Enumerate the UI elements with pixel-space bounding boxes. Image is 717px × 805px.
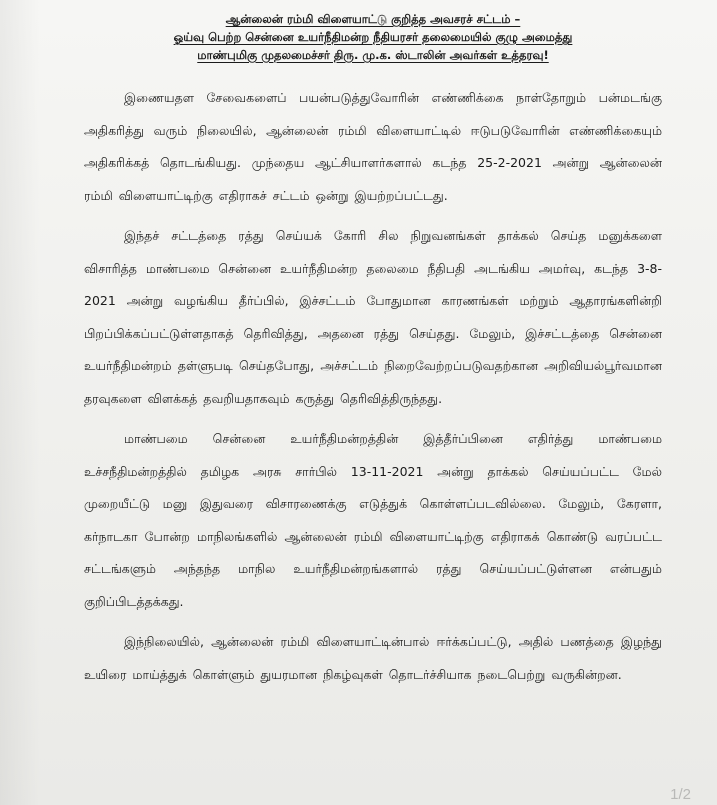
body-paragraphs [84,82,662,691]
title-line-3: மாண்புமிகு முதலமைச்சர் திரு. மு.க. ஸ்டாலின் அவர்கள் உத்தரவு! [197,48,549,62]
title-line-2: ஓய்வு பெற்ற சென்னை உயர்நீதிமன்ற நீதியரசர் தலைமையில் குழு அமைத்து [173,30,573,44]
paragraph-3: மாண்பமை சென்னை உயர்நீதிமன்றத்தின் இத்தீர்ப்பினை எதிர்த்து மாண்பமை உச்சநீதிமன்றத்தில் தமிழக அரசு சார்பில் 13-11-2021 அன்று தாக்கல் செய்யப்பட்ட மேல் முறையீட்டு மனு இதுவரை விசாரணைக்கு எடுத்துக் கொள்ளப்படவில்லை. மேலும், கேரளா, கர்நாடகா போன்ற மாநிலங்களில் ஆன்லைன் ரம்மி விளையாட்டிற்கு எதிராகக் கொண்டு வரப்பட்ட சட்டங்களும் அந்தந்த மாநில உயர்நீதிமன்றங்களால் ரத்து செய்யப்பட்டுள்ளன என்பதும் குறிப்பிடத்தக்கது. [84,431,662,609]
page-number: 1/2 [670,786,691,803]
paragraph-2: இந்தச் சட்டத்தை ரத்து செய்யக் கோரி சில நிறுவனங்கள் தாக்கல் செய்த மனுக்களை விசாரித்த மாண்பமை சென்னை உயர்நீதிமன்ற தலைமை நீதிபதி அடங்கிய அமர்வு, கடந்த 3-8-2021 அன்று வழங்கிய தீர்ப்பில், இச்சட்டம் போதுமான காரணங்கள் மற்றும் ஆதாரங்களின்றி பிறப்பிக்கப்பட்டுள்ளதாகத் தெரிவித்து, அதனை ரத்து செய்தது. மேலும், இச்சட்டத்தை சென்னை உயர்நீதிமன்றம் தள்ளுபடி செய்தபோது, அச்சட்டம் நிறைவேற்றப்படுவதற்கான அறிவியல்பூர்வமான தரவுகளை விளக்கத் தவறியதாகவும் கருத்து தெரிவித்திருந்தது. [84,228,662,406]
paragraph-1: இணையதள சேவைகளைப் பயன்படுத்துவோரின் எண்ணிக்கை நாள்தோறும் பன்மடங்கு அதிகரித்து வரும் நிலையில், ஆன்லைன் ரம்மி விளையாட்டில் ஈடுபடுவோரின் எண்ணிக்கையும் அதிகரிக்கத் தொடங்கியது. முந்தைய ஆட்சியாளர்களால் கடந்த 25-2-2021 அன்று ஆன்லைன் ரம்மி விளையாட்டிற்கு எதிராகச் சட்டம் ஒன்று இயற்றப்பட்டது. [84,90,662,203]
press-release-title [84,10,662,64]
page-edge-shadow [0,0,40,805]
title-line-1: ஆன்லைன் ரம்மி விளையாட்டு குறித்த அவசரச் சட்டம் – [225,12,521,26]
paragraph-4: இந்நிலையில், ஆன்லைன் ரம்மி விளையாட்டின்பால் ஈர்க்கப்பட்டு, அதில் பணத்தை இழந்து உயிரை மாய்த்துக் கொள்ளும் துயரமான நிகழ்வுகள் தொடர்ச்சியாக நடைபெற்று வருகின்றன. [84,634,662,682]
document-body [84,10,662,699]
